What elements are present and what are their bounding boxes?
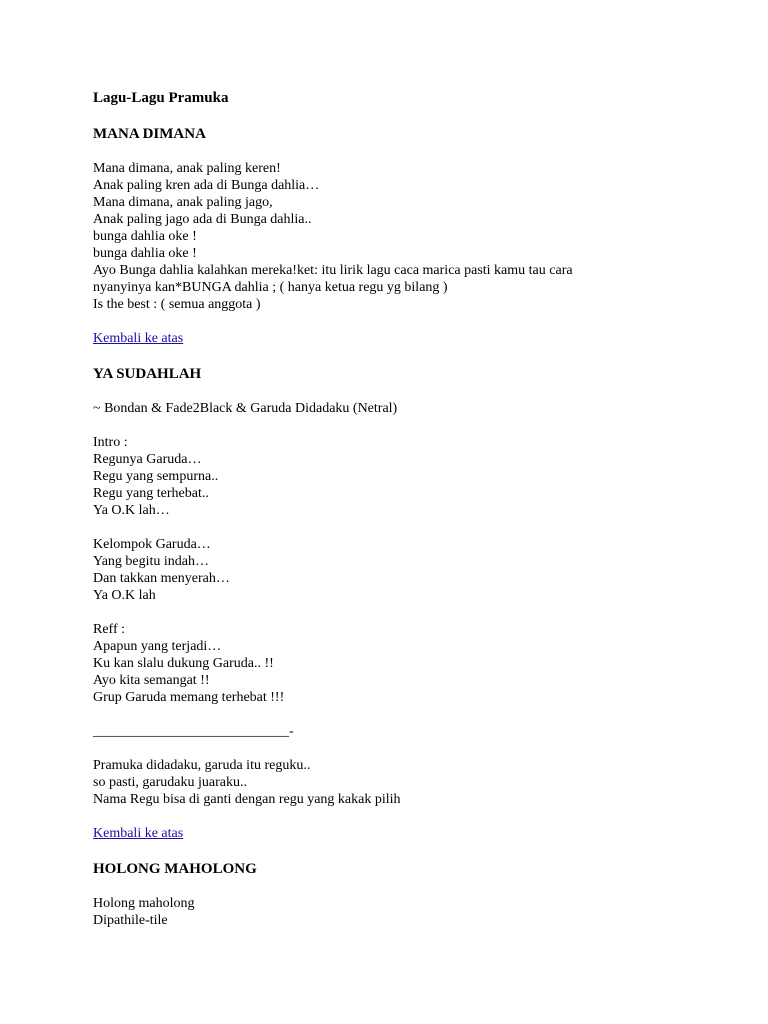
lyric-line: so pasti, garudaku juaraku.. xyxy=(93,775,247,790)
lyric-line: Nama Regu bisa di ganti dengan regu yang kakak pilih xyxy=(93,792,401,807)
lyric-line: Regunya Garuda… xyxy=(93,452,202,467)
song-heading-ya-sudahlah: YA SUDAHLAH xyxy=(93,366,202,382)
lyric-line: Holong maholong xyxy=(93,896,195,911)
back-to-top-link[interactable]: Kembali ke atas xyxy=(93,331,184,346)
lyric-line: Ya O.K lah… xyxy=(93,503,170,518)
song-lyrics-mana-dimana xyxy=(93,160,713,313)
lyric-line: Grup Garuda memang terhebat !!! xyxy=(93,690,285,705)
lyric-line: Ya O.K lah xyxy=(93,588,156,603)
lyric-line: bunga dahlia oke ! xyxy=(93,229,197,244)
lyric-line: bunga dahlia oke ! xyxy=(93,246,197,261)
lyric-line: Regu yang sempurna.. xyxy=(93,469,219,484)
lyric-line: nyanyinya kan*BUNGA dahlia ; ( hanya ketua regu yg bilang ) xyxy=(93,280,448,295)
lyric-line: Is the best : ( semua anggota ) xyxy=(93,297,261,312)
lyric-line: Regu yang terhebat.. xyxy=(93,486,209,501)
lyric-line: Ayo Bunga dahlia kalahkan mereka!ket: itu lirik lagu caca marica pasti kamu tau cara xyxy=(93,263,573,278)
lyric-line: Mana dimana, anak paling jago, xyxy=(93,195,273,210)
lyric-line: Ku kan slalu dukung Garuda.. !! xyxy=(93,656,274,671)
lyric-line: Dipathile-tile xyxy=(93,913,168,928)
section-label-reff: Reff : xyxy=(93,622,126,637)
document-body xyxy=(93,89,713,929)
lyric-line: Mana dimana, anak paling keren! xyxy=(93,161,281,176)
separator-line: ____________________________- xyxy=(93,724,294,739)
song-heading-mana-dimana: MANA DIMANA xyxy=(93,126,206,142)
song-credit: ~ Bondan & Fade2Black & Garuda Didadaku (Netral) xyxy=(93,401,398,416)
lyric-line: Anak paling jago ada di Bunga dahlia.. xyxy=(93,212,312,227)
section-label-intro: Intro : xyxy=(93,435,128,450)
lyric-line: Pramuka didadaku, garuda itu reguku.. xyxy=(93,758,311,773)
lyric-line: Apapun yang terjadi… xyxy=(93,639,222,654)
lyric-line: Anak paling kren ada di Bunga dahlia… xyxy=(93,178,320,193)
lyric-line: Kelompok Garuda… xyxy=(93,537,211,552)
back-to-top-link[interactable]: Kembali ke atas xyxy=(93,826,184,841)
song-heading-holong-maholong: HOLONG MAHOLONG xyxy=(93,861,257,877)
lyric-line: Yang begitu indah… xyxy=(93,554,210,569)
lyric-line: Dan takkan menyerah… xyxy=(93,571,230,586)
song-lyrics-ya-sudahlah xyxy=(93,434,713,808)
song-lyrics-holong-maholong xyxy=(93,895,713,929)
lyric-line: Ayo kita semangat !! xyxy=(93,673,210,688)
document-title: Lagu-Lagu Pramuka xyxy=(93,90,229,106)
